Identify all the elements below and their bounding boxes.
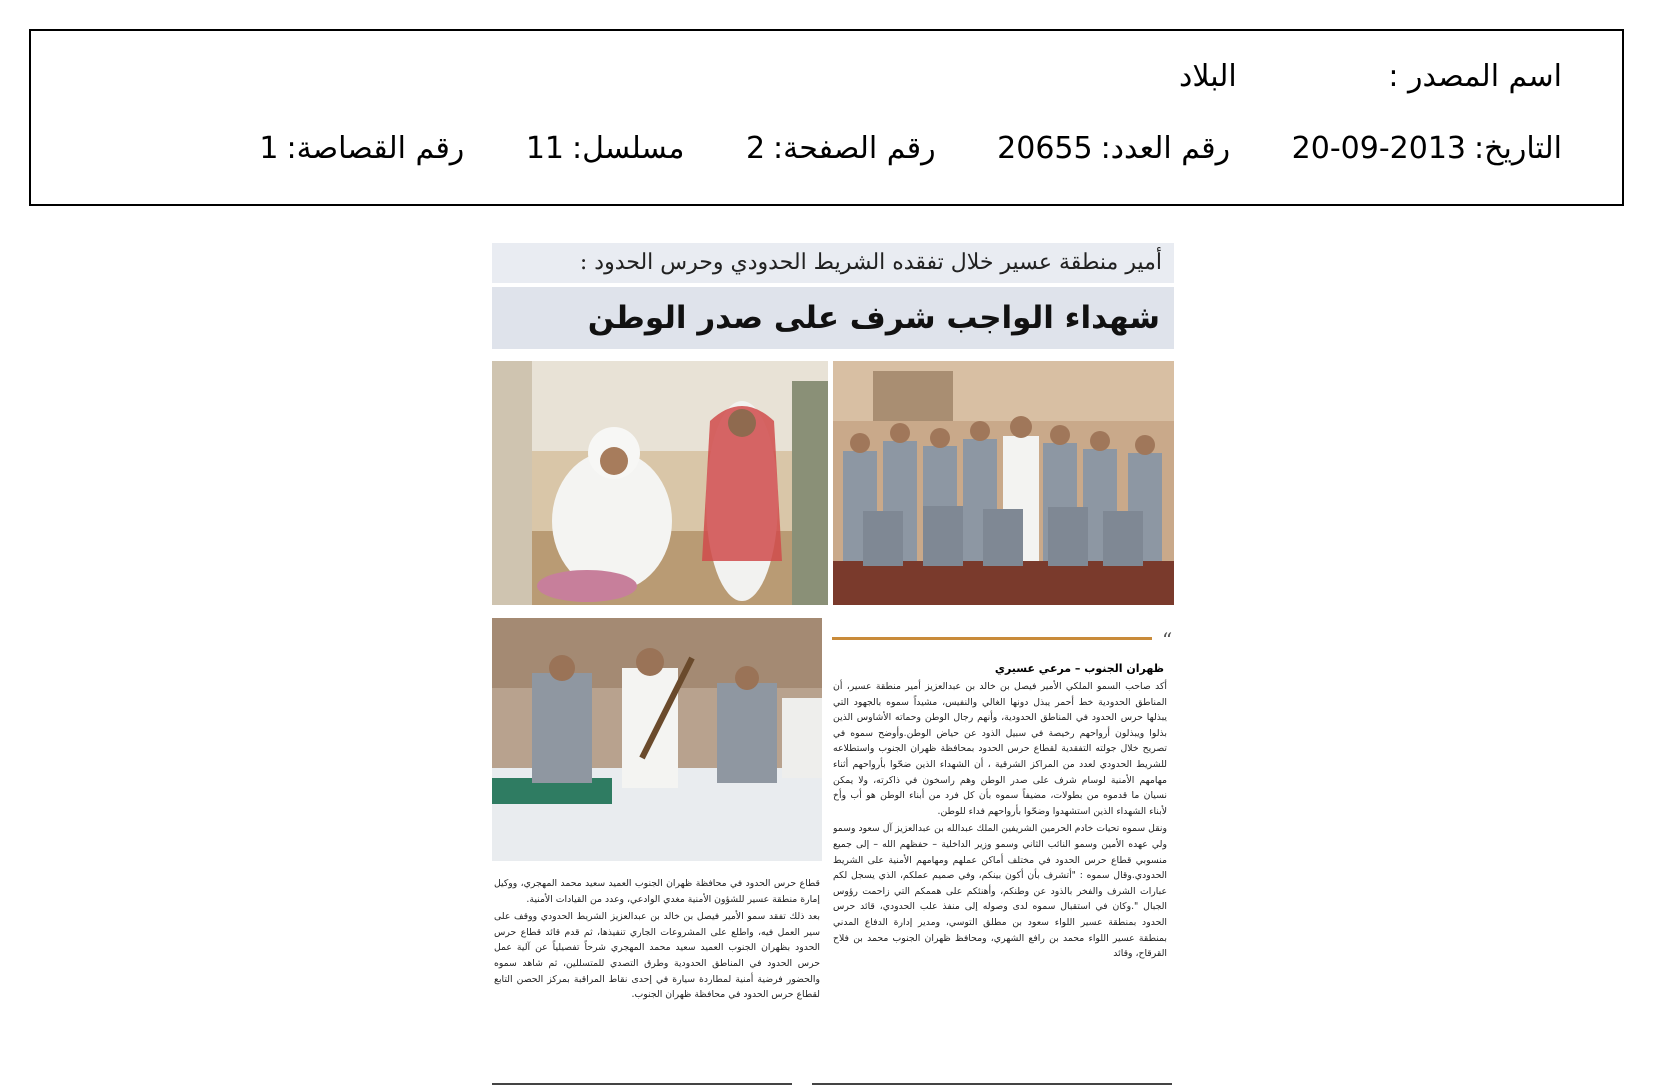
article-byline: ظهران الجنوب – مرعي عسيري bbox=[994, 662, 1164, 675]
source-row bbox=[1127, 59, 1562, 94]
article-kicker: أمير منطقة عسير خلال تفقده الشريط الحدودي وحرس الحدود : bbox=[492, 243, 1174, 283]
article-column-left bbox=[494, 876, 820, 1081]
quote-mark: “ bbox=[1162, 628, 1173, 652]
byline-rule bbox=[832, 637, 1152, 640]
issue-value: 20655 bbox=[997, 131, 1093, 166]
clipping-metadata-box bbox=[29, 29, 1624, 206]
photo-prince-with-rifle bbox=[492, 618, 822, 861]
article-column-right bbox=[833, 679, 1167, 1089]
clip-number-field bbox=[259, 131, 464, 166]
article-headline: شهداء الواجب شرف على صدر الوطن bbox=[492, 287, 1174, 349]
source-value: البلاد bbox=[1178, 59, 1237, 94]
paragraph: بعد ذلك تفقد سمو الأمير فيصل بن خالد بن عبدالعزيز الشريط الحدودي ووقف على سير العمل فيه، واطلع على المشروعات الجاري تنفيذها، ثم قدم قائد قطاع حرس الحدود بظهران الجنوب العميد سعيد محمد المهجري شرحاً تفصيلياً عن آلية عمل حرس الحدود في المناطق الحدودية وطرق التصدي للمتسللين، ثم شاهد سموه والحضور فرضية أمنية لمطاردة سيارة في إحدى نقاط المراقبة بمركز الحصن التابع لقطاع حرس الحدود في محافظة ظهران الجنوب. bbox=[494, 911, 820, 1001]
page-field bbox=[746, 131, 936, 166]
source-label: اسم المصدر : bbox=[1388, 59, 1562, 94]
page-value: 2 bbox=[745, 131, 766, 166]
date-label: التاريخ: bbox=[1474, 131, 1562, 166]
bottom-divider bbox=[492, 1083, 792, 1085]
photo-prince-seated bbox=[492, 361, 828, 605]
paragraph: أكد صاحب السمو الملكي الأمير فيصل بن خالد بن عبدالعزيز أمير منطقة عسير، أن المناطق الحدودية خط أحمر يبذل دونها الغالي والنفيس، مشيداً سموه بالجهود التي يبذلها حرس الحدود في المناطق الحدودية، وأنهم رجال الوطن وحماته الأشاوس الذين بذلوا ويبذلون أرواحهم رخيصة في سبيل الذود عن حياض الوطن.وأوضح سموه في تصريح خلال جولته التفقدية لقطاع حرس الحدود بمحافظة ظهران الجنوب واستطلاعه للشريط الحدودي لعدد من المراكز الشرقية ، أن الشهداء الذين ضحّوا بأرواحهم أثناء مهامهم الأمنية لوسام شرف على صدر الوطن وهم راسخون في ذاكرته، ولا يمكن نسيان ما قدموه من بطولات، مضيفاً سموه بأن كل فرد من أبناء الوطن هو أب وأخ لأبناء الشهداء الذين استشهدوا وضحّوا بأرواحهم فداء للوطن. bbox=[833, 681, 1167, 817]
issue-field bbox=[997, 131, 1230, 166]
paragraph: قطاع حرس الحدود في محافظة ظهران الجنوب العميد سعيد محمد المهجري، ووكيل إمارة منطقة عسير للشؤون الأمنية مغدي الوادعي، وعدد من القيادات الأمنية. bbox=[494, 878, 820, 905]
serial-label: مسلسل: bbox=[572, 131, 685, 166]
details-row bbox=[207, 131, 1562, 166]
serial-field bbox=[526, 131, 685, 166]
serial-value: 11 bbox=[525, 131, 565, 166]
clip-number-label: رقم القصاصة: bbox=[286, 131, 465, 166]
date-field bbox=[1292, 131, 1562, 166]
page-label: رقم الصفحة: bbox=[773, 131, 936, 166]
clip-number-value: 1 bbox=[259, 131, 279, 166]
bottom-divider bbox=[812, 1083, 1172, 1085]
date-value: 2013-09-20 bbox=[1291, 131, 1467, 166]
photo-group-border-guards bbox=[833, 361, 1174, 605]
issue-label: رقم العدد: bbox=[1100, 131, 1231, 166]
paragraph: ونقل سموه تحيات خادم الحرمين الشريفين الملك عبدالله بن عبدالعزيز آل سعود وسمو ولي عهده الأمين وسمو النائب الثاني وسمو وزير الداخلية – حفظهم الله – إلى جميع منسوبي قطاع حرس الحدود في مختلف أماكن عملهم ومهامهم الأمنية على الشريط الحدودي.وقال سموه : "أتشرف بأن أكون بينكم، وفي صميم عملكم، الذي يسجل لكم عبارات الشرف والفخر بالذود عن وطنكم، وأهنئكم على هممكم التي زاحمت رؤوس الجبال ".وكان في استقبال سموه لدى وصوله إلى منفذ علب الحدودي، قائد حرس الحدود بمنطقة عسير اللواء سعود بن مطلق التوسي، ومدير إدارة الدفاع المدني بمنطقة عسير اللواء محمد بن رافع الشهري، ومحافظ ظهران الجنوب محمد بن فلاح القرقاح، وقائد bbox=[833, 823, 1167, 960]
newspaper-clipping bbox=[492, 243, 1174, 1090]
